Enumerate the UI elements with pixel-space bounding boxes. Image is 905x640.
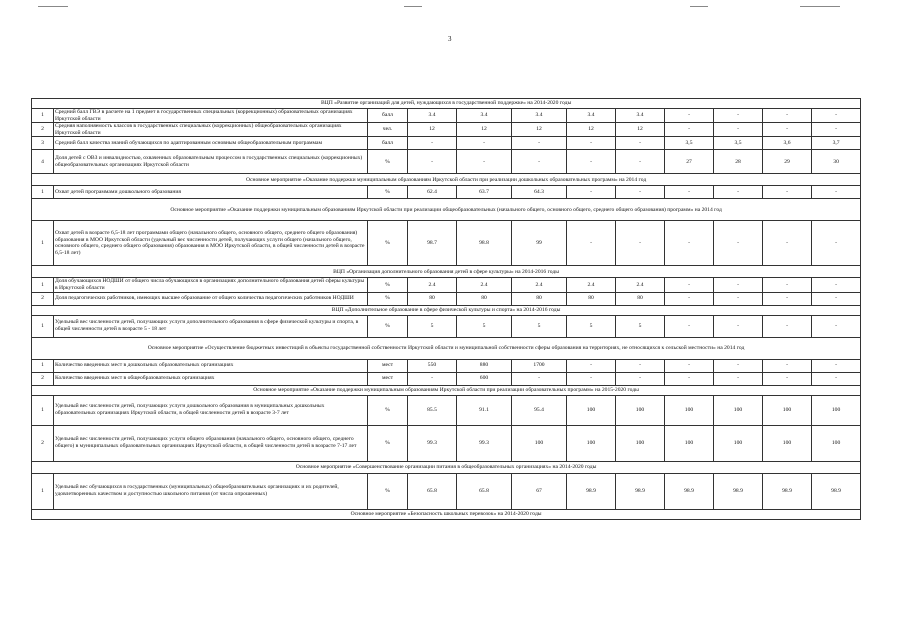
value-cell: 2.4: [567, 278, 616, 292]
value-cell: -: [812, 292, 861, 305]
table-row: [32, 123, 861, 137]
row-number: 1: [32, 278, 54, 292]
value-cell: -: [567, 221, 616, 266]
value-cell: 99.3: [408, 425, 457, 461]
row-number: 4: [32, 150, 54, 174]
value-cell: -: [714, 186, 763, 199]
value-cell: 63.7: [457, 186, 512, 199]
table-row: [32, 150, 861, 174]
row-number: 3: [32, 137, 54, 150]
value-cell: -: [665, 186, 714, 199]
value-cell: 80: [408, 292, 457, 305]
table-row: [32, 395, 861, 425]
value-cell: 3.4: [512, 109, 567, 123]
indicator-name: Средняя наполняемость классов в государственных специальных (коррекционных) общеобразовательных организациях Иркутской области: [54, 123, 368, 137]
value-cell: 2.4: [616, 278, 665, 292]
value-cell: -: [763, 292, 812, 305]
value-cell: -: [714, 359, 763, 372]
value-cell: -: [665, 372, 714, 385]
section-title: Основное мероприятие «Совершенствование организации питания в общеобразовательных организациях» на 2014-2020 годы: [32, 461, 861, 473]
value-cell: 99.3: [457, 425, 512, 461]
indicator-name: Охват детей программами дошкольного образования: [54, 186, 368, 199]
unit-cell: балл: [368, 137, 408, 150]
value-cell: -: [714, 278, 763, 292]
table-row: [32, 186, 861, 199]
value-cell: 5: [512, 315, 567, 337]
value-cell: 29: [763, 150, 812, 174]
value-cell: -: [665, 278, 714, 292]
section-title: Основное мероприятие «Безопасность школьных перевозок» на 2014-2020 годы: [32, 509, 861, 519]
value-cell: -: [714, 292, 763, 305]
value-cell: -: [812, 359, 861, 372]
value-cell: 600: [457, 372, 512, 385]
value-cell: 64.3: [512, 186, 567, 199]
value-cell: -: [665, 123, 714, 137]
value-cell: 12: [616, 123, 665, 137]
value-cell: -: [763, 221, 812, 266]
value-cell: -: [512, 137, 567, 150]
value-cell: 85.5: [408, 395, 457, 425]
section-title: Основное мероприятие «Оказание поддержки муниципальным образованиям Иркутской области при реализации общеобразовательных (начального общего, основного общего, среднего общего образования) программ» на 2014 год: [32, 199, 861, 221]
value-cell: 12: [408, 123, 457, 137]
value-cell: -: [408, 150, 457, 174]
value-cell: -: [665, 221, 714, 266]
table-row: [32, 473, 861, 509]
value-cell: -: [763, 359, 812, 372]
row-number: 2: [32, 425, 54, 461]
value-cell: 98.9: [567, 473, 616, 509]
scan-artifact-line: [404, 6, 422, 7]
value-cell: -: [763, 123, 812, 137]
value-cell: 3,5: [714, 137, 763, 150]
table-row: [32, 221, 861, 266]
unit-cell: %: [368, 425, 408, 461]
value-cell: 2.4: [408, 278, 457, 292]
value-cell: 100: [567, 395, 616, 425]
table-row: [32, 292, 861, 305]
unit-cell: мест: [368, 359, 408, 372]
value-cell: 99: [512, 221, 567, 266]
value-cell: 98.9: [616, 473, 665, 509]
value-cell: 100: [512, 425, 567, 461]
value-cell: -: [567, 372, 616, 385]
value-cell: 2.4: [512, 278, 567, 292]
unit-cell: %: [368, 221, 408, 266]
value-cell: 12: [457, 123, 512, 137]
indicator-name: Охват детей в возрасте 6,5-18 лет программами общего (начального общего, основного общего, среднего общего образования) образования в МОО Иркутской области (удельный вес численности детей, получающих услуги общего (начального общего, основного общего, среднего общего образования) образования в МОО Иркутской области, в общей численности детей в возрасте 6,5-18 лет): [54, 221, 368, 266]
value-cell: 100: [665, 395, 714, 425]
indicators-table-body: [32, 99, 861, 520]
table-row: [32, 278, 861, 292]
unit-cell: балл: [368, 109, 408, 123]
value-cell: 65.8: [408, 473, 457, 509]
value-cell: 98.8: [457, 221, 512, 266]
value-cell: -: [812, 278, 861, 292]
row-number: 1: [32, 359, 54, 372]
value-cell: -: [616, 372, 665, 385]
value-cell: 3,6: [763, 137, 812, 150]
value-cell: -: [714, 123, 763, 137]
indicator-name: Средний балл качества знаний обучающихся по адаптированным основным общеобразовательным программам: [54, 137, 368, 150]
value-cell: 100: [763, 425, 812, 461]
section-header-row: [32, 199, 861, 221]
value-cell: -: [408, 372, 457, 385]
indicator-name: Доля педагогических работников, имеющих высшее образование от общего количества педагогических работников НОДШИ: [54, 292, 368, 305]
value-cell: 65.8: [457, 473, 512, 509]
value-cell: 100: [714, 425, 763, 461]
value-cell: -: [567, 359, 616, 372]
row-number: 1: [32, 109, 54, 123]
row-number: 2: [32, 292, 54, 305]
value-cell: -: [714, 109, 763, 123]
value-cell: 880: [457, 359, 512, 372]
value-cell: 3,5: [665, 137, 714, 150]
indicator-name: Количество введенных мест в дошкольных образовательных организациях: [54, 359, 368, 372]
value-cell: 100: [616, 395, 665, 425]
value-cell: -: [763, 315, 812, 337]
value-cell: 80: [567, 292, 616, 305]
section-title: ВЦП «Дополнительное образование в сфере физической культуры и спорта» на 2014-2016 годы: [32, 305, 861, 315]
value-cell: 12: [567, 123, 616, 137]
value-cell: 100: [616, 425, 665, 461]
value-cell: 3.4: [616, 109, 665, 123]
section-header-row: [32, 461, 861, 473]
value-cell: -: [763, 186, 812, 199]
value-cell: 27: [665, 150, 714, 174]
value-cell: 67: [512, 473, 567, 509]
value-cell: 3.4: [408, 109, 457, 123]
section-title: ВЦП «Развитие организаций для детей, нуждающихся в государственной поддержке» на 2014-2020 годы: [32, 99, 861, 109]
value-cell: -: [763, 109, 812, 123]
value-cell: 95.4: [512, 395, 567, 425]
section-header-row: [32, 99, 861, 109]
value-cell: -: [616, 150, 665, 174]
section-header-row: [32, 174, 861, 186]
value-cell: 30: [812, 150, 861, 174]
value-cell: -: [763, 372, 812, 385]
section-header-row: [32, 385, 861, 395]
table-row: [32, 137, 861, 150]
indicator-name: Количество введенных мест в общеобразовательных организациях: [54, 372, 368, 385]
section-header-row: [32, 337, 861, 359]
value-cell: 2.4: [457, 278, 512, 292]
section-title: Основное мероприятие «Оказание поддержки муниципальным образованиям Иркутской области при реализации дошкольных образовательных программ» на 2014 год: [32, 174, 861, 186]
value-cell: -: [616, 137, 665, 150]
value-cell: -: [512, 150, 567, 174]
value-cell: -: [512, 372, 567, 385]
value-cell: -: [616, 359, 665, 372]
value-cell: 100: [714, 395, 763, 425]
indicator-name: Удельный вес численности детей, получающих услуги общего образования (начального общего, основного общего, среднего общего) в муниципальных образовательных организациях Иркутской области, в общей численности детей в возрасте 7-17 лет: [54, 425, 368, 461]
scan-artifact-line: [690, 6, 708, 7]
value-cell: -: [812, 123, 861, 137]
table-row: [32, 425, 861, 461]
row-number: 1: [32, 221, 54, 266]
value-cell: -: [812, 186, 861, 199]
value-cell: -: [714, 372, 763, 385]
indicator-name: Доля обучающихся НОДШИ от общего числа обучающихся в организациях дополнительного образования детей сферы культуры в Иркутской области: [54, 278, 368, 292]
unit-cell: %: [368, 186, 408, 199]
value-cell: 5: [408, 315, 457, 337]
value-cell: 98.9: [763, 473, 812, 509]
value-cell: 98.9: [665, 473, 714, 509]
indicators-table: [31, 98, 861, 520]
value-cell: 550: [408, 359, 457, 372]
value-cell: -: [457, 137, 512, 150]
value-cell: -: [616, 186, 665, 199]
unit-cell: %: [368, 150, 408, 174]
value-cell: 5: [457, 315, 512, 337]
table-row: [32, 109, 861, 123]
value-cell: -: [567, 137, 616, 150]
value-cell: -: [714, 221, 763, 266]
value-cell: -: [812, 221, 861, 266]
value-cell: 91.1: [457, 395, 512, 425]
value-cell: 3.4: [457, 109, 512, 123]
unit-cell: мест: [368, 372, 408, 385]
unit-cell: %: [368, 292, 408, 305]
indicator-name: Удельный вес численности детей, получающих услуги дополнительного образования в сфере физической культуры и спорта, в общей численности детей в возрасте 5 - 18 лет: [54, 315, 368, 337]
value-cell: 62.4: [408, 186, 457, 199]
unit-cell: %: [368, 315, 408, 337]
section-title: Основное мероприятие «Осуществление бюджетных инвестиций в объекты государственной собственности Иркутской области и муниципальной собственности сферы образования на территориях, не относящихся к сельской местности» на 2014 год: [32, 337, 861, 359]
value-cell: -: [665, 315, 714, 337]
indicator-name: Доля детей с ОВЗ и инвалидностью, охваченных образовательным процессом в государственных специальных (коррекционных) общеобразовательных организациях Иркутской области: [54, 150, 368, 174]
value-cell: 98.7: [408, 221, 457, 266]
unit-cell: чел.: [368, 123, 408, 137]
value-cell: -: [812, 315, 861, 337]
value-cell: -: [616, 221, 665, 266]
value-cell: -: [714, 315, 763, 337]
table-row: [32, 315, 861, 337]
value-cell: -: [812, 372, 861, 385]
value-cell: -: [457, 150, 512, 174]
unit-cell: %: [368, 278, 408, 292]
value-cell: -: [812, 109, 861, 123]
row-number: 2: [32, 123, 54, 137]
value-cell: 12: [512, 123, 567, 137]
value-cell: -: [665, 359, 714, 372]
page-number: 3: [448, 35, 452, 43]
section-header-row: [32, 266, 861, 278]
table-row: [32, 359, 861, 372]
section-title: ВЦП «Организация дополнительного образования детей в сфере культуры» на 2014-2016 годы: [32, 266, 861, 278]
value-cell: 3.4: [567, 109, 616, 123]
value-cell: 80: [457, 292, 512, 305]
value-cell: 100: [812, 395, 861, 425]
value-cell: 1700: [512, 359, 567, 372]
unit-cell: %: [368, 473, 408, 509]
value-cell: -: [408, 137, 457, 150]
value-cell: 5: [616, 315, 665, 337]
value-cell: 80: [616, 292, 665, 305]
row-number: 1: [32, 395, 54, 425]
value-cell: -: [665, 109, 714, 123]
row-number: 2: [32, 372, 54, 385]
row-number: 1: [32, 315, 54, 337]
row-number: 1: [32, 186, 54, 199]
unit-cell: %: [368, 395, 408, 425]
table-row: [32, 372, 861, 385]
value-cell: 100: [665, 425, 714, 461]
row-number: 1: [32, 473, 54, 509]
value-cell: 98.9: [714, 473, 763, 509]
value-cell: -: [567, 186, 616, 199]
value-cell: 80: [512, 292, 567, 305]
scan-artifact-line: [38, 6, 68, 7]
value-cell: -: [665, 292, 714, 305]
indicator-name: Удельный вес численности детей, получающих услуги дошкольного образования в муниципальных дошкольных образовательных организациях Иркутской области, в общей численности детей в возрасте 3-7 лет: [54, 395, 368, 425]
scan-artifact-line: [800, 6, 840, 7]
value-cell: 3,7: [812, 137, 861, 150]
value-cell: 98.9: [812, 473, 861, 509]
value-cell: 100: [567, 425, 616, 461]
value-cell: 100: [812, 425, 861, 461]
indicator-name: Средний балл ГВЭ в расчете на 1 предмет в государственных специальных (коррекционных) образовательных организациях Иркутской области: [54, 109, 368, 123]
value-cell: 100: [763, 395, 812, 425]
value-cell: 5: [567, 315, 616, 337]
section-header-row: [32, 509, 861, 519]
value-cell: -: [763, 278, 812, 292]
indicator-name: Удельный вес обучающихся в государственных (муниципальных) общеобразовательных организациях и их родителей, удовлетворенных качеством и доступностью школьного питания (от числа опрошенных): [54, 473, 368, 509]
value-cell: -: [567, 150, 616, 174]
value-cell: 28: [714, 150, 763, 174]
section-header-row: [32, 305, 861, 315]
section-title: Основное мероприятие «Оказание поддержки муниципальным образованиям Иркутской области при реализации образовательных программ» на 2015-2020 годы: [32, 385, 861, 395]
